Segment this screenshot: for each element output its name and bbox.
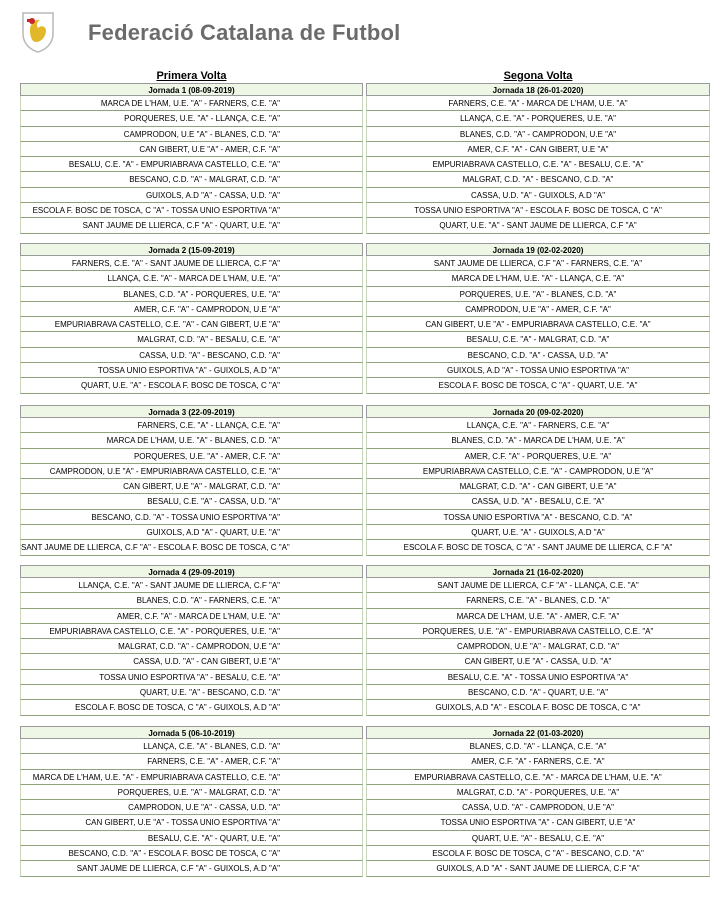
match-row: BLANES, C.D. "A" - PORQUERES, U.E. "A": [20, 287, 363, 302]
match-row: CAN GIBERT, U.E "A" - MALGRAT, C.D. "A": [20, 479, 363, 494]
jornada-title: Jornada 22 (01-03-2020): [366, 726, 710, 739]
match-row: LLANÇA, C.E. "A" - BLANES, C.D. "A": [20, 739, 363, 754]
match-row: EMPURIABRAVA CASTELLO, C.E. "A" - CAN GIBERT, U.E "A": [20, 317, 363, 332]
match-row: LLANÇA, C.E. "A" - PORQUERES, U.E. "A": [366, 111, 710, 126]
match-row: PORQUERES, U.E. "A" - AMER, C.F. "A": [20, 449, 363, 464]
match-row: MARCA DE L'HAM, U.E. "A" - AMER, C.F. "A": [366, 609, 710, 624]
match-row: BESALU, C.E. "A" - EMPURIABRAVA CASTELLO, C.E. "A": [20, 157, 363, 172]
match-row: AMER, C.F. "A" - CAMPRODON, U.E "A": [20, 302, 363, 317]
match-row: ESCOLA F. BOSC DE TOSCA, C "A" - GUIXOLS, A.D "A": [20, 700, 363, 715]
match-row: MARCA DE L'HAM, U.E. "A" - EMPURIABRAVA CASTELLO, C.E. "A": [20, 770, 363, 785]
match-row: AMER, C.F. "A" - CAN GIBERT, U.E "A": [366, 142, 710, 157]
primera-volta-column: [20, 405, 363, 556]
match-row: FARNERS, C.E. "A" - BLANES, C.D. "A": [366, 593, 710, 608]
match-row: TOSSA UNIO ESPORTIVA "A" - BESALU, C.E. "A": [20, 670, 363, 685]
primera-volta-column: [20, 565, 363, 716]
match-row: CAMPRODON, U.E "A" - CASSA, U.D. "A": [20, 800, 363, 815]
match-row: CAN GIBERT, U.E "A" - CASSA, U.D. "A": [366, 654, 710, 669]
match-row: GUIXOLS, A.D "A" - CASSA, U.D. "A": [20, 188, 363, 203]
match-row: FARNERS, C.E. "A" - SANT JAUME DE LLIERCA, C.F "A": [20, 256, 363, 271]
segona-volta-column: [366, 243, 710, 394]
match-row: ESCOLA F. BOSC DE TOSCA, C "A" - BESCANO, C.D. "A": [366, 846, 710, 861]
match-row: TOSSA UNIO ESPORTIVA "A" - GUIXOLS, A.D "A": [20, 363, 363, 378]
primera-volta-heading: Primera Volta: [156, 70, 227, 82]
match-row: ESCOLA F. BOSC DE TOSCA, C "A" - SANT JAUME DE LLIERCA, C.F "A": [366, 540, 710, 555]
match-row: BESCANO, C.D. "A" - CASSA, U.D. "A": [366, 348, 710, 363]
match-row: CAN GIBERT, U.E "A" - TOSSA UNIO ESPORTIVA "A": [20, 815, 363, 830]
jornada-title: Jornada 20 (09-02-2020): [366, 405, 710, 418]
match-row: ESCOLA F. BOSC DE TOSCA, C "A" - TOSSA UNIO ESPORTIVA "A": [20, 203, 363, 218]
segona-volta-column: [366, 565, 710, 716]
match-row: GUIXOLS, A.D "A" - SANT JAUME DE LLIERCA, C.F "A": [366, 861, 710, 876]
match-row: SANT JAUME DE LLIERCA, C.F "A" - LLANÇA, C.E. "A": [366, 578, 710, 593]
match-row: CAMPRODON, U.E "A" - EMPURIABRAVA CASTELLO, C.E. "A": [20, 464, 363, 479]
jornada-title: Jornada 19 (02-02-2020): [366, 243, 710, 256]
match-row: CAMPRODON, U.E "A" - BLANES, C.D. "A": [20, 127, 363, 142]
match-row: PORQUERES, U.E. "A" - BLANES, C.D. "A": [366, 287, 710, 302]
match-row: BESALU, C.E. "A" - QUART, U.E. "A": [20, 831, 363, 846]
match-row: CASSA, U.D. "A" - BESCANO, C.D. "A": [20, 348, 363, 363]
match-row: GUIXOLS, A.D "A" - TOSSA UNIO ESPORTIVA "A": [366, 363, 710, 378]
match-row: BESCANO, C.D. "A" - MALGRAT, C.D. "A": [20, 172, 363, 187]
match-row: CAMPRODON, U.E "A" - MALGRAT, C.D. "A": [366, 639, 710, 654]
match-row: AMER, C.F. "A" - PORQUERES, U.E. "A": [366, 449, 710, 464]
jornada-title: Jornada 4 (29-09-2019): [20, 565, 363, 578]
match-row: EMPURIABRAVA CASTELLO, C.E. "A" - MARCA DE L'HAM, U.E. "A": [366, 770, 710, 785]
match-row: MALGRAT, C.D. "A" - BESALU, C.E. "A": [20, 332, 363, 347]
match-row: SANT JAUME DE LLIERCA, C.F "A" - GUIXOLS, A.D "A": [20, 861, 363, 876]
primera-volta-column: [20, 726, 363, 877]
match-row: SANT JAUME DE LLIERCA, C.F "A" - FARNERS, C.E. "A": [366, 256, 710, 271]
match-row: QUART, U.E. "A" - BESALU, C.E. "A": [366, 831, 710, 846]
jornada-title: Jornada 3 (22-09-2019): [20, 405, 363, 418]
match-row: LLANÇA, C.E. "A" - FARNERS, C.E. "A": [366, 418, 710, 433]
segona-volta-column: [366, 405, 710, 556]
match-row: QUART, U.E. "A" - SANT JAUME DE LLIERCA, C.F "A": [366, 218, 710, 233]
segona-volta-heading: Segona Volta: [503, 70, 573, 82]
match-row: CASSA, U.D. "A" - BESALU, C.E. "A": [366, 494, 710, 509]
match-row: BESALU, C.E. "A" - TOSSA UNIO ESPORTIVA "A": [366, 670, 710, 685]
match-row: MALGRAT, C.D. "A" - BESCANO, C.D. "A": [366, 172, 710, 187]
match-row: TOSSA UNIO ESPORTIVA "A" - ESCOLA F. BOSC DE TOSCA, C "A": [366, 203, 710, 218]
match-row: BESALU, C.E. "A" - MALGRAT, C.D. "A": [366, 332, 710, 347]
primera-volta-column: [20, 83, 363, 234]
jornada-title: Jornada 1 (08-09-2019): [20, 83, 363, 96]
match-row: QUART, U.E. "A" - BESCANO, C.D. "A": [20, 685, 363, 700]
jornada-title: Jornada 18 (26-01-2020): [366, 83, 710, 96]
match-row: BLANES, C.D. "A" - CAMPRODON, U.E "A": [366, 127, 710, 142]
match-row: BESCANO, C.D. "A" - QUART, U.E. "A": [366, 685, 710, 700]
match-row: QUART, U.E. "A" - GUIXOLS, A.D "A": [366, 525, 710, 540]
match-row: CASSA, U.D. "A" - GUIXOLS, A.D "A": [366, 188, 710, 203]
match-row: GUIXOLS, A.D "A" - QUART, U.E. "A": [20, 525, 363, 540]
match-row: MALGRAT, C.D. "A" - CAMPRODON, U.E "A": [20, 639, 363, 654]
match-row: CASSA, U.D. "A" - CAN GIBERT, U.E "A": [20, 654, 363, 669]
match-row: PORQUERES, U.E. "A" - EMPURIABRAVA CASTELLO, C.E. "A": [366, 624, 710, 639]
match-row: BLANES, C.D. "A" - FARNERS, C.E. "A": [20, 593, 363, 608]
jornada-title: Jornada 21 (16-02-2020): [366, 565, 710, 578]
match-row: EMPURIABRAVA CASTELLO, C.E. "A" - PORQUERES, U.E. "A": [20, 624, 363, 639]
match-row: BESCANO, C.D. "A" - TOSSA UNIO ESPORTIVA "A": [20, 510, 363, 525]
match-row: BESCANO, C.D. "A" - ESCOLA F. BOSC DE TOSCA, C "A": [20, 846, 363, 861]
match-row: MALGRAT, C.D. "A" - CAN GIBERT, U.E "A": [366, 479, 710, 494]
match-row: QUART, U.E. "A" - ESCOLA F. BOSC DE TOSCA, C "A": [20, 378, 363, 393]
match-row: FARNERS, C.E. "A" - LLANÇA, C.E. "A": [20, 418, 363, 433]
match-row: AMER, C.F. "A" - FARNERS, C.E. "A": [366, 754, 710, 769]
jornada-title: Jornada 5 (06-10-2019): [20, 726, 363, 739]
match-row: MARCA DE L'HAM, U.E. "A" - FARNERS, C.E. "A": [20, 96, 363, 111]
match-row: FARNERS, C.E. "A" - AMER, C.F. "A": [20, 754, 363, 769]
primera-volta-column: [20, 243, 363, 394]
match-row: PORQUERES, U.E. "A" - MALGRAT, C.D. "A": [20, 785, 363, 800]
match-row: EMPURIABRAVA CASTELLO, C.E. "A" - CAMPRODON, U.E "A": [366, 464, 710, 479]
match-row: AMER, C.F. "A" - MARCA DE L'HAM, U.E. "A": [20, 609, 363, 624]
page-title: Federació Catalana de Futbol: [88, 20, 401, 45]
match-row: GUIXOLS, A.D "A" - ESCOLA F. BOSC DE TOSCA, C "A": [366, 700, 710, 715]
match-row: BLANES, C.D. "A" - MARCA DE L'HAM, U.E. "A": [366, 433, 710, 448]
segona-volta-column: [366, 726, 710, 877]
match-row: ESCOLA F. BOSC DE TOSCA, C "A" - QUART, U.E. "A": [366, 378, 710, 393]
match-row: MARCA DE L'HAM, U.E. "A" - LLANÇA, C.E. "A": [366, 271, 710, 286]
match-row: LLANÇA, C.E. "A" - SANT JAUME DE LLIERCA, C.F "A": [20, 578, 363, 593]
match-row: EMPURIABRAVA CASTELLO, C.E. "A" - BESALU, C.E. "A": [366, 157, 710, 172]
match-row: CAMPRODON, U.E "A" - AMER, C.F. "A": [366, 302, 710, 317]
match-row: CAN GIBERT, U.E "A" - EMPURIABRAVA CASTELLO, C.E. "A": [366, 317, 710, 332]
match-row: SANT JAUME DE LLIERCA, C.F "A" - QUART, U.E. "A": [20, 218, 363, 233]
match-row: SANT JAUME DE LLIERCA, C.F "A" - ESCOLA F. BOSC DE TOSCA, C "A": [20, 540, 363, 555]
match-row: TOSSA UNIO ESPORTIVA "A" - CAN GIBERT, U.E "A": [366, 815, 710, 830]
page-header: [0, 0, 720, 60]
segona-volta-column: [366, 83, 710, 234]
match-row: FARNERS, C.E. "A" - MARCA DE L'HAM, U.E. "A": [366, 96, 710, 111]
match-row: MARCA DE L'HAM, U.E. "A" - BLANES, C.D. "A": [20, 433, 363, 448]
match-row: CASSA, U.D. "A" - CAMPRODON, U.E "A": [366, 800, 710, 815]
match-row: CAN GIBERT, U.E "A" - AMER, C.F. "A": [20, 142, 363, 157]
match-row: TOSSA UNIO ESPORTIVA "A" - BESCANO, C.D. "A": [366, 510, 710, 525]
fcf-logo-icon: [20, 10, 56, 54]
match-row: LLANÇA, C.E. "A" - MARCA DE L'HAM, U.E. "A": [20, 271, 363, 286]
match-row: MALGRAT, C.D. "A" - PORQUERES, U.E. "A": [366, 785, 710, 800]
match-row: BLANES, C.D. "A" - LLANÇA, C.E. "A": [366, 739, 710, 754]
match-row: BESALU, C.E. "A" - CASSA, U.D. "A": [20, 494, 363, 509]
match-row: PORQUERES, U.E. "A" - LLANÇA, C.E. "A": [20, 111, 363, 126]
jornada-title: Jornada 2 (15-09-2019): [20, 243, 363, 256]
